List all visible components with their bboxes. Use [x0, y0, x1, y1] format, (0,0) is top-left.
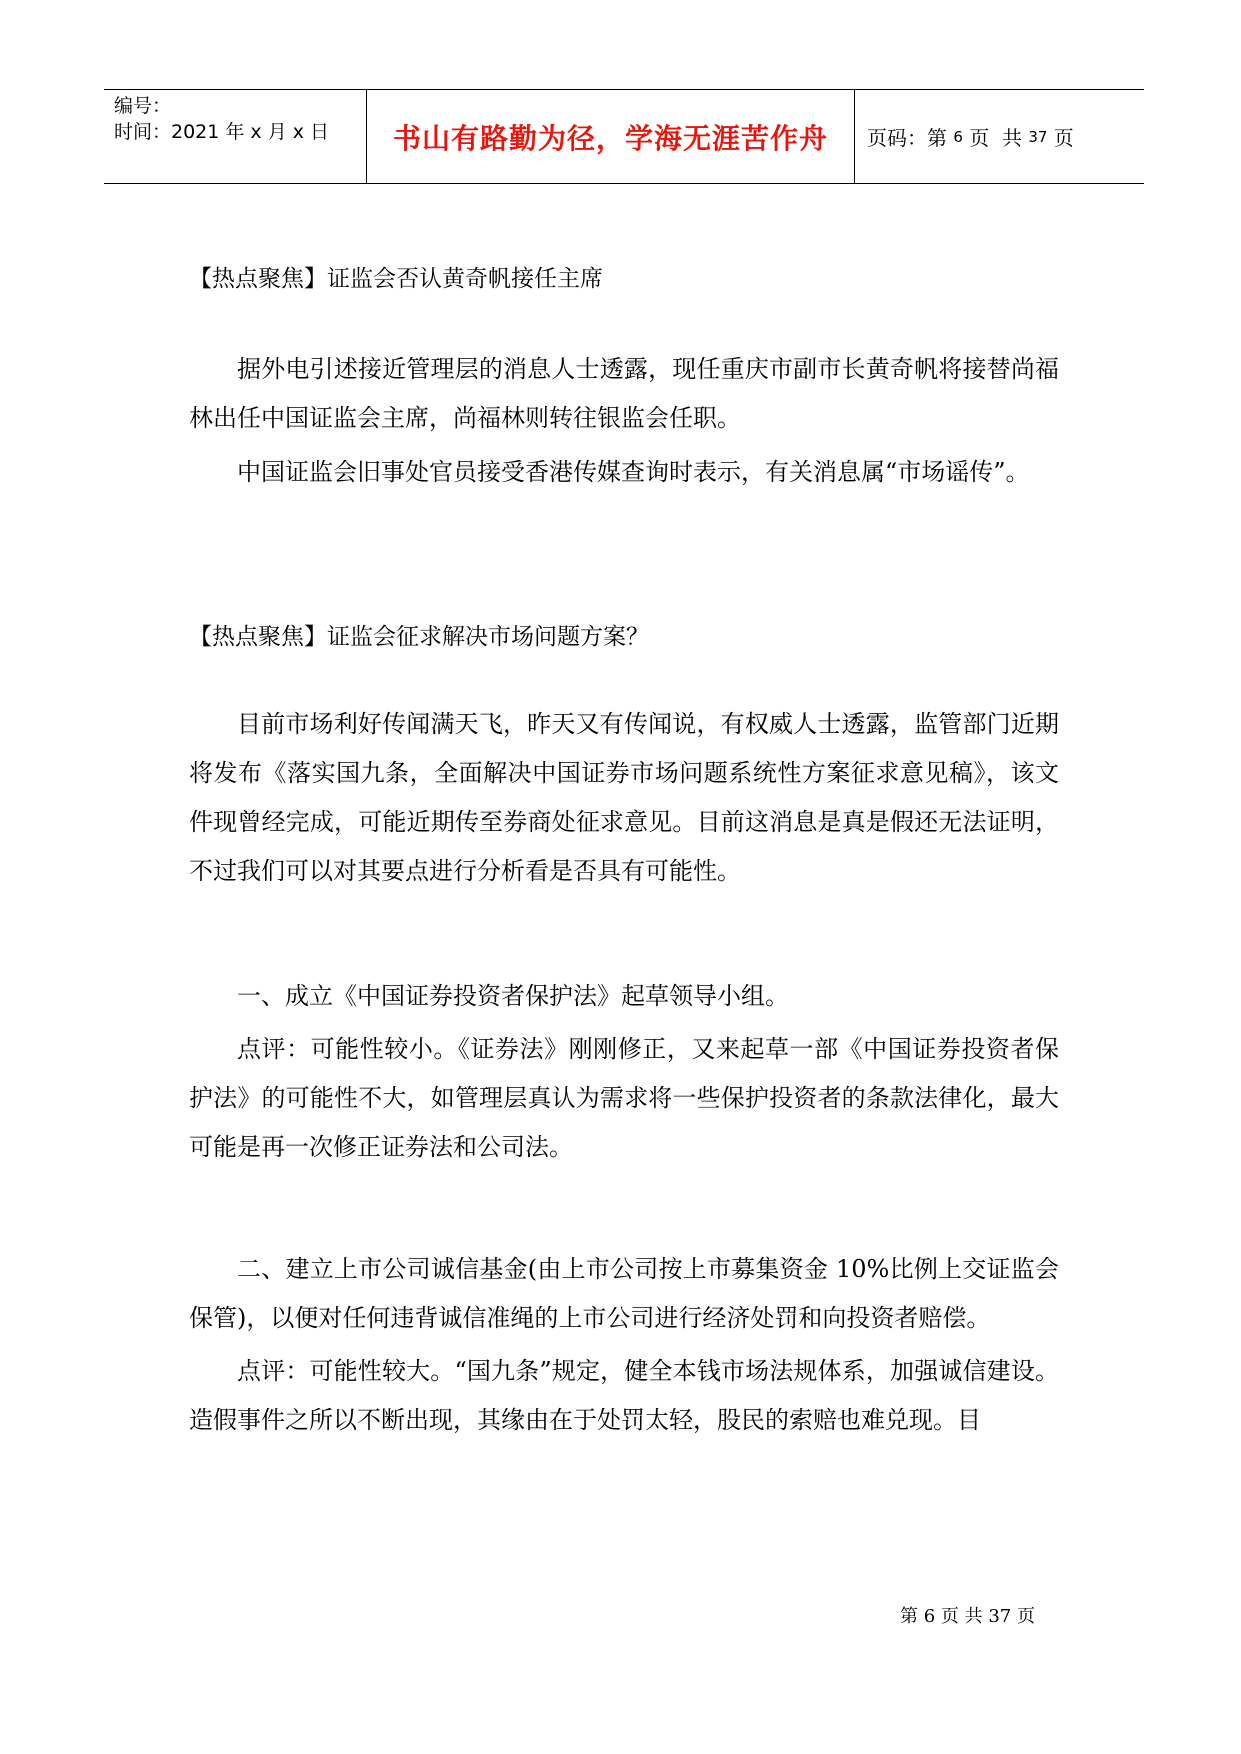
section-heading: 【热点聚焦】证监会否认黄奇帆接任主席	[189, 266, 603, 292]
paragraph: 目前市场利好传闻满天飞，昨天又有传闻说，有权威人士透露，监管部门近期将发布《落实国九条，全面解决中国证券市场问题系统性方案征求意见稿》，该文件现曾经完成，可能近期传至券商处征求意见。目前这消息是真是假还无法证明，不过我们可以对其要点进行分析看是否具有可能性。	[189, 710, 1059, 885]
page-suffix: 页	[1047, 126, 1074, 150]
header-page-cell	[855, 90, 1144, 183]
page-header	[104, 89, 1144, 184]
page-prefix: 页码：第	[867, 126, 954, 150]
page-total: 37	[1028, 127, 1048, 146]
page-middle: 页 共	[962, 126, 1029, 150]
time-label: 时间：2021 年 x 月 x 日	[114, 121, 330, 143]
page-current: 6	[953, 127, 963, 146]
page-footer: 第 6 页 共 37 页	[900, 1606, 1035, 1627]
header-motto-cell	[367, 90, 855, 183]
header-meta-cell	[104, 90, 367, 183]
paragraph: 一、成立《中国证券投资者保护法》起草领导小组。	[237, 982, 789, 1010]
number-label: 编号：	[114, 95, 172, 117]
paragraph: 据外电引述接近管理层的消息人士透露，现任重庆市副市长黄奇帆将接替尚福林出任中国证监会主席，尚福林则转往银监会任职。	[189, 355, 1059, 432]
paragraph: 点评：可能性较小。《证券法》刚刚修正，又来起草一部《中国证券投资者保护法》的可能性不大，如管理层真认为需求将一些保护投资者的条款法律化，最大可能是再一次修正证券法和公司法。	[189, 1035, 1059, 1161]
paragraph: 点评：可能性较大。“国九条”规定，健全本钱市场法规体系，加强诚信建设。造假事件之所以不断出现，其缘由在于处罚太轻，股民的索赔也难兑现。目	[189, 1357, 1059, 1434]
paragraph: 二、建立上市公司诚信基金(由上市公司按上市募集资金 10%比例上交证监会保管)，以便对任何违背诚信准绳的上市公司进行经济处罚和向投资者赔偿。	[189, 1255, 1059, 1332]
section-heading: 【热点聚焦】证监会征求解决市场问题方案？	[189, 624, 649, 650]
paragraph: 中国证监会旧事处官员接受香港传媒查询时表示，有关消息属“市场谣传”。	[237, 458, 1030, 486]
motto: 书山有路勤为径，学海无涯苦作舟	[392, 121, 828, 155]
